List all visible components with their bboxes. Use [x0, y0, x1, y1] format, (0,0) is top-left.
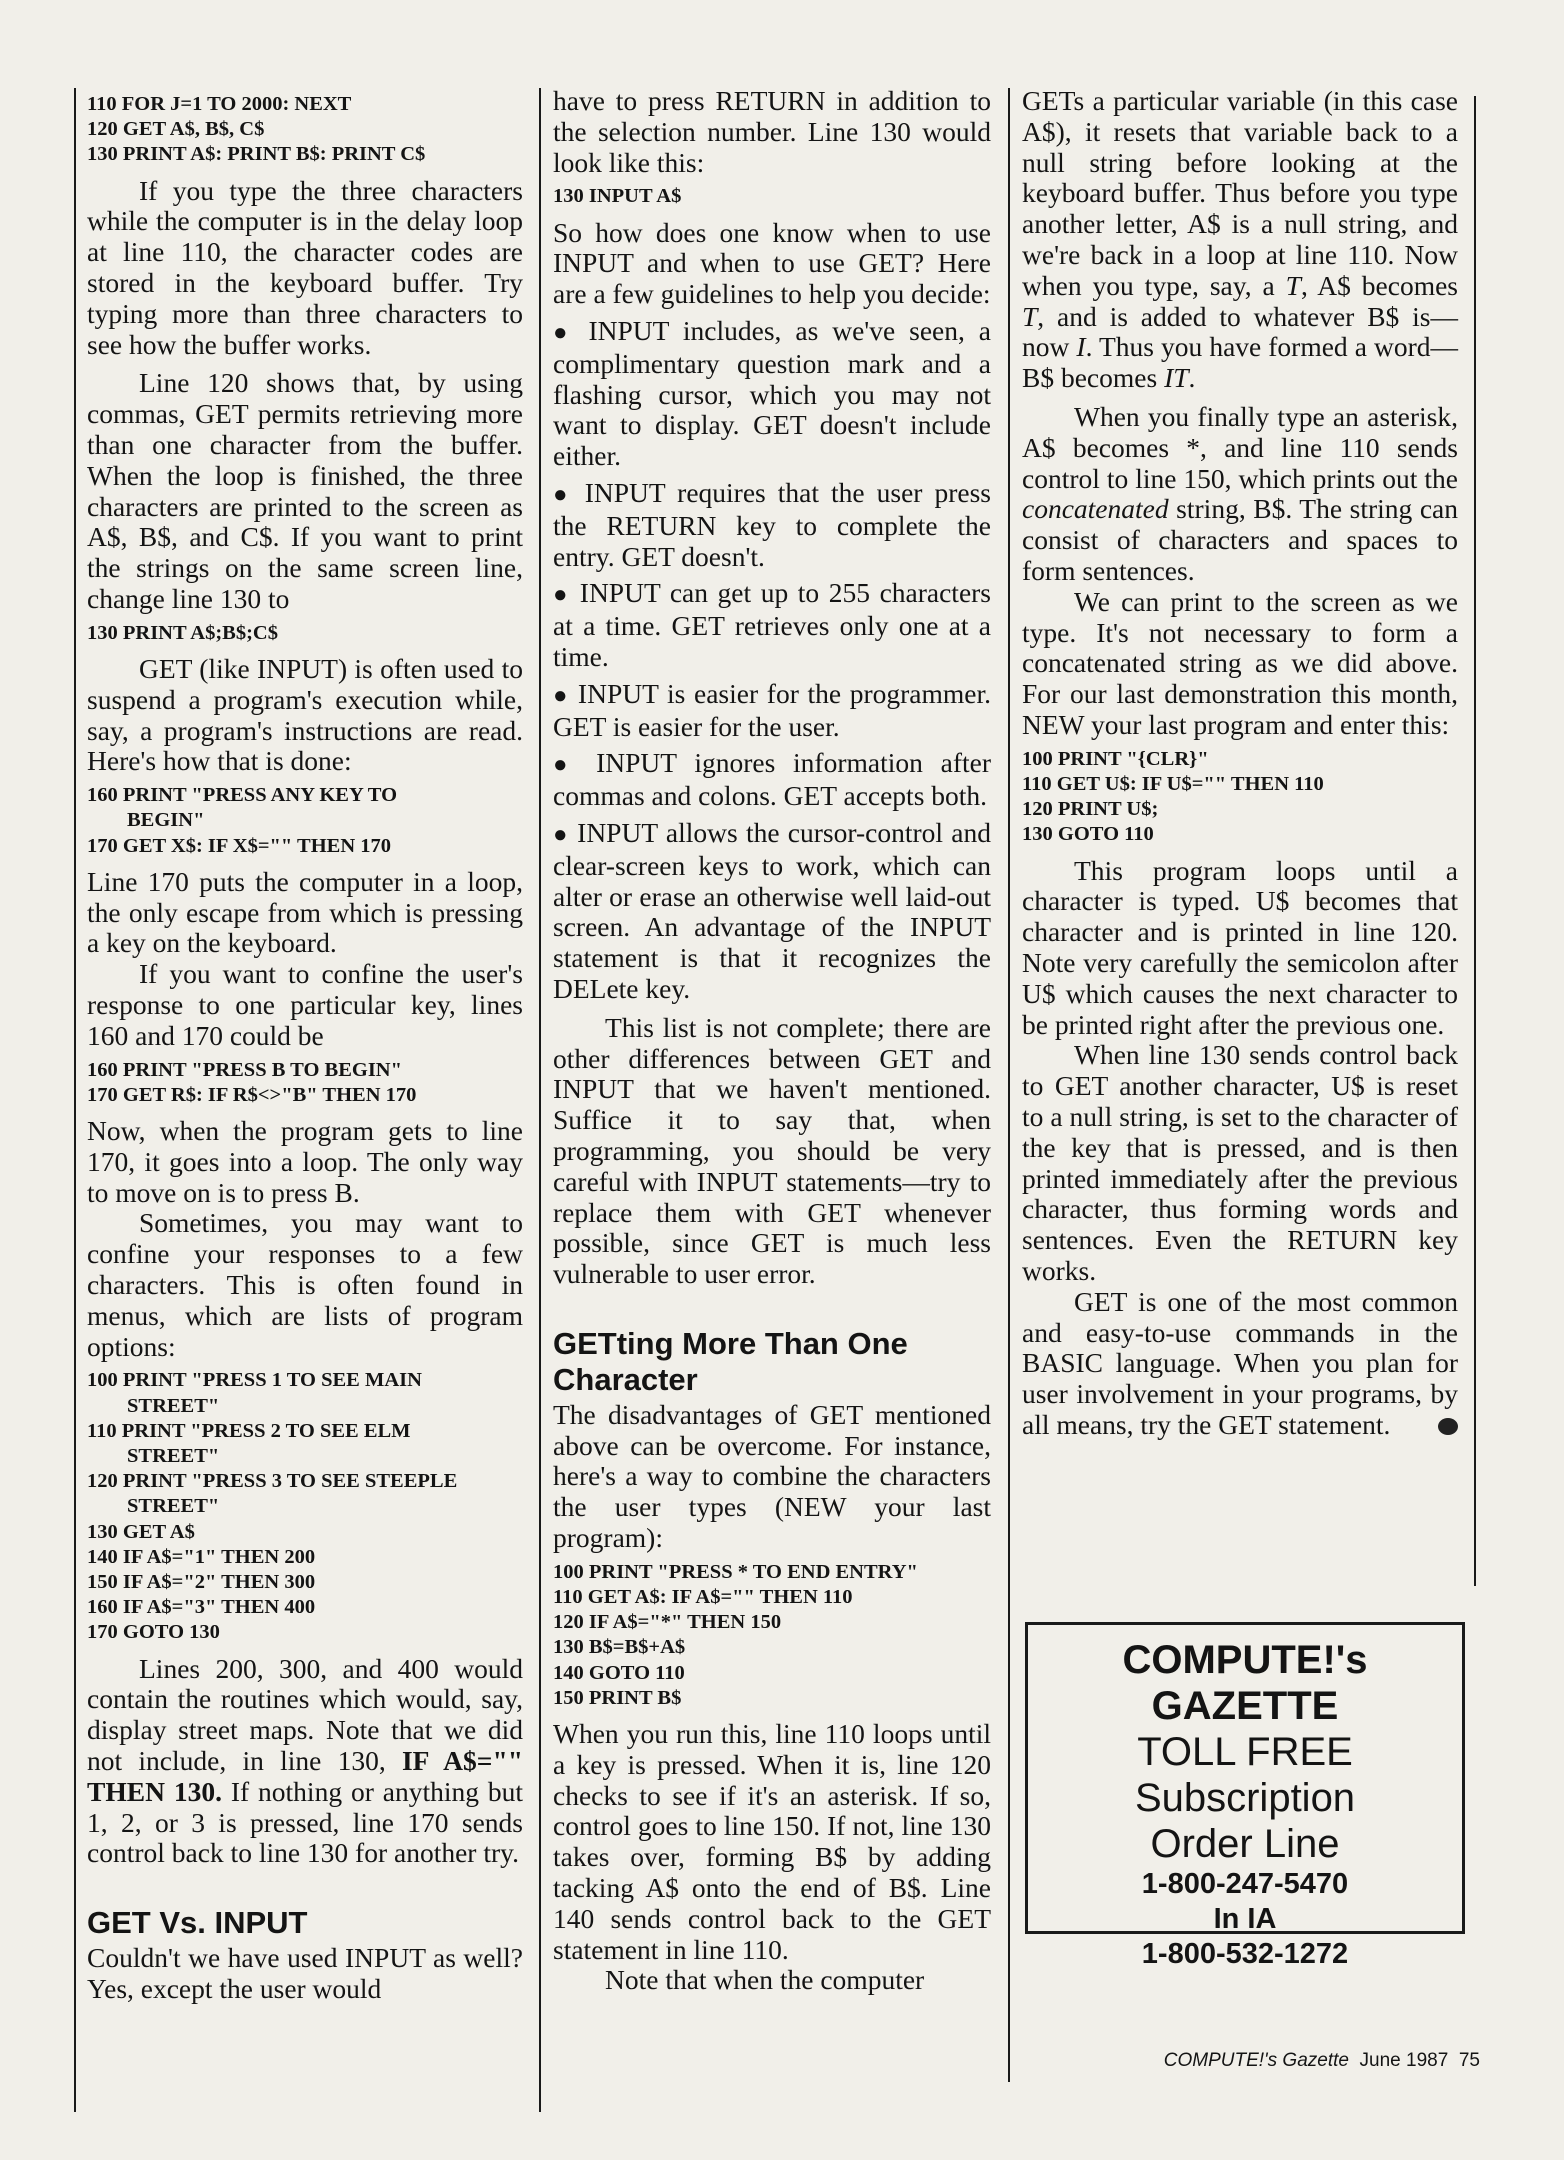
code-line: 110 GET U$: IF U$="" THEN 110	[1022, 772, 1324, 795]
code-line: 110 PRINT "PRESS 2 TO SEE ELM	[87, 1419, 411, 1442]
ad-tagline: Subscription	[1134, 1776, 1356, 1820]
bullet-text: INPUT requires that the user press the RETURN key to complete the entry. GET doesn't.	[553, 476, 992, 572]
bullet-text: INPUT allows the cursor-control and clear-screen keys to work, which can alter or erase an otherwise well laid-out screen. An advantage of the INPUT statement is that it recognizes the DELete key.	[553, 816, 991, 1004]
bullet-text: INPUT can get up to 255 characters at a time. GET retrieves only one at a time.	[553, 577, 992, 672]
text-run: string, B$. The string can consist of characters and spaces to form sentences.	[1022, 493, 1458, 586]
code-line: 130 B$=B$+A$	[553, 1636, 686, 1659]
code-line: 120 PRINT "PRESS 3 TO SEE STEEPLE	[87, 1470, 458, 1493]
paragraph: If you type the three characters while the computer is in the delay loop at line 110, the character codes are stored in the keyboard buffer. Try typing more than three characters to see how the buffer works.	[87, 174, 523, 360]
code-line: 110 FOR J=1 TO 2000: NEXT	[87, 93, 352, 115]
paragraph: This list is not complete; there are other differences between GET and INPUT that we haven't mentioned. Suffice it to say that, when programming, you should be very careful with INPUT statements—try to replace them with GET whenever possible, since GET is much less vulnerable to user error.	[553, 1011, 991, 1290]
paragraph	[1022, 86, 1458, 394]
code-line: 150 IF A$="2" THEN 300	[87, 1570, 316, 1593]
inline-code: IF A$="" THEN 130.	[87, 1744, 523, 1807]
paragraph: Sometimes, you may want to confine your responses to a few characters. This is often found in menus, which are lists of program options:	[87, 1207, 523, 1362]
text-run: , A$ becomes	[1300, 269, 1458, 301]
code-line: 150 PRINT B$	[553, 1686, 682, 1709]
column-rule-right	[1474, 96, 1476, 1586]
bullet-item	[553, 478, 991, 572]
page-footer	[1164, 2050, 1480, 2072]
ad-brand-line: GAZETTE	[1151, 1684, 1339, 1728]
bullet-icon: ●	[553, 319, 575, 346]
bullet-icon: ●	[553, 682, 570, 709]
paragraph: This program loops until a character is typed. U$ becomes that character and is printed in line 120. Note very carefully the semicolon after U$ which causes the next character to be printed right after the previous one.	[1022, 854, 1458, 1040]
paragraph: Note that when the computer	[605, 1964, 925, 1996]
code-listing-2	[87, 621, 523, 646]
code-line: 130 PRINT A$;B$;C$	[87, 621, 278, 644]
subscription-ad-box	[1025, 1622, 1465, 1970]
ad-phone-number: 1-800-247-5470	[1141, 1868, 1349, 1900]
bullet-item	[553, 679, 991, 743]
text-run: GETs a particular variable (in this case A$), it resets that variable back to a null string before looking at the keyboard buffer. Thus before you type another letter, A$ is a null string, and we're back in a loop at line 110. Now when you type, say, a	[1022, 85, 1458, 301]
code-listing-8	[1022, 747, 1458, 848]
paragraph: If you want to confine the user's response to one particular key, lines 160 and 170 could be	[87, 958, 523, 1051]
code-line: 130 PRINT A$: PRINT B$: PRINT C$	[87, 143, 426, 166]
code-listing-6	[553, 184, 991, 209]
footer-magazine: COMPUTE!'s Gazette	[1163, 2050, 1349, 2071]
ad-tagline: TOLL FREE	[1137, 1730, 1353, 1774]
code-listing-3	[87, 783, 523, 859]
text-run: When you finally type an asterisk, A$ becomes *, and line 110 sends control to line 150, which prints out the	[1022, 400, 1458, 494]
paragraph: Couldn't we have used INPUT as well? Yes, except the user would	[87, 1942, 523, 2004]
code-line: 140 GOTO 110	[553, 1661, 685, 1684]
column-rule-1	[539, 88, 541, 2112]
paragraph: So how does one know when to use INPUT and when to use GET? Here are a few guidelines to help you decide:	[553, 216, 991, 310]
code-line: 170 GOTO 130	[87, 1621, 220, 1644]
code-line: 120 GET A$, B$, C$	[87, 118, 265, 141]
bullet-text: INPUT is easier for the programmer. GET is easier for the user.	[553, 677, 992, 742]
code-line: 100 PRINT "PRESS * TO END ENTRY"	[553, 1560, 918, 1583]
code-line: 160 PRINT "PRESS ANY KEY TO	[87, 784, 398, 807]
text-run: If nothing or anything but 1, 2, or 3 is pressed, line 170 sends control back to line 130 for another try.	[87, 1775, 523, 1869]
code-line: 140 IF A$="1" THEN 200	[87, 1545, 316, 1568]
code-line: 130 INPUT A$	[553, 185, 682, 208]
italic-letter: T	[1022, 300, 1038, 332]
code-line: 160 IF A$="3" THEN 400	[87, 1596, 316, 1619]
code-line: 130 GOTO 110	[1022, 823, 1154, 846]
bullet-icon: ●	[553, 481, 573, 508]
code-line: 130 GET A$	[87, 1520, 195, 1543]
bullet-icon: ●	[553, 582, 571, 609]
paragraph: Line 120 shows that, by using commas, GET permits retrieving more than one character from the buffer. When the loop is finished, the three characters are printed to the screen as A$, B$, and C$. If you want to print the strings on the same screen line, change line 130 to	[87, 367, 523, 614]
ad-brand-line: COMPUTE!'s	[1122, 1638, 1368, 1682]
page-number: 75	[1458, 2050, 1480, 2071]
paragraph: GET (like INPUT) is often used to suspend a program's execution while, say, a program's instructions are read. Here's how that is done:	[87, 652, 523, 777]
code-listing-1	[87, 92, 523, 168]
column-rule-left	[74, 88, 76, 2112]
code-listing-4	[87, 1058, 523, 1108]
code-line-continuation: STREET"	[127, 1394, 220, 1417]
bullet-item	[553, 748, 991, 812]
code-line-continuation: STREET"	[127, 1495, 220, 1518]
text-run: Lines 200, 300, and 400 would contain the routines which would, say, display street maps. Note that we did not include, in line 130,	[87, 1652, 523, 1776]
paragraph	[1022, 402, 1458, 587]
text-run: .	[1188, 362, 1196, 394]
paragraph	[87, 1654, 523, 1870]
code-line: 160 PRINT "PRESS B TO BEGIN"	[87, 1058, 402, 1081]
paragraph: Line 170 puts the computer in a loop, the only escape from which is pressing a key on the keyboard.	[87, 865, 523, 959]
paragraph: The disadvantages of GET mentioned above can be overcome. For instance, here's a way to combine the characters the user types (NEW your last program):	[553, 1398, 991, 1554]
column-2	[553, 86, 991, 1996]
paragraph: have to press RETURN in addition to the selection number. Line 130 would look like this:	[553, 85, 991, 178]
code-line: 170 GET X$: IF X$="" THEN 170	[87, 834, 392, 857]
text-run: . Thus you have formed a word—B$ becomes	[1022, 331, 1458, 394]
code-line: 110 GET A$: IF A$="" THEN 110	[553, 1586, 853, 1609]
code-line: 120 PRINT U$;	[1022, 798, 1159, 821]
paragraph: When line 130 sends control back to GET another character, U$ is reset to a null string, is set to the character of the key that is pressed, and is then printed immediately after the previous character, thus forming words and sentences. Even the RETURN key works.	[1022, 1039, 1458, 1286]
column-3	[1022, 86, 1458, 1441]
text-run: , and is added to whatever B$ is—now	[1022, 300, 1458, 363]
italic-word: concatenated	[1022, 493, 1169, 525]
section-heading: GETting More Than One Character	[553, 1325, 908, 1397]
column-1	[87, 86, 523, 2005]
code-listing-5	[87, 1368, 523, 1645]
bullet-item	[553, 578, 991, 672]
paragraph	[1022, 1287, 1458, 1441]
code-line-continuation: STREET"	[127, 1444, 220, 1467]
code-line: 100 PRINT "PRESS 1 TO SEE MAIN	[87, 1369, 422, 1392]
bullet-icon: ●	[553, 752, 579, 779]
code-listing-7	[553, 1560, 991, 1711]
paragraph: Now, when the program gets to line 170, it goes into a loop. The only way to move on is to press B.	[87, 1114, 523, 1208]
footer-date: June 1987	[1359, 2050, 1449, 2071]
column-rule-2	[1008, 88, 1010, 2082]
code-line-continuation: BEGIN"	[127, 809, 205, 832]
paragraph: We can print to the screen as we type. It's not necessary to form a concatenated string as we did above. For our last demonstration this month, NEW your last program and enter this:	[1022, 585, 1458, 740]
text-run: GET is one of the most common and easy-to-use commands in the BASIC language. When you plan for user involvement in your programs, by all means, try the GET statement.	[1022, 1285, 1458, 1440]
code-line: 170 GET R$: IF R$<>"B" THEN 170	[87, 1083, 417, 1106]
code-line: 100 PRINT "{CLR}"	[1022, 747, 1209, 770]
bullet-item	[553, 818, 991, 1005]
bullet-icon: ●	[553, 821, 569, 848]
italic-word: IT	[1164, 362, 1189, 394]
paragraph: When you run this, line 110 loops until a key is pressed. When it is, line 120 checks to see if it's an asterisk. If so, control goes to line 150. If not, line 130 takes over, forming B$ by adding tacking A$ onto the end of B$. Line 140 sends control back to the GET statement in line 110.	[553, 1718, 991, 1965]
bullet-item	[553, 316, 991, 472]
section-heading: GET Vs. INPUT	[87, 1905, 308, 1941]
ad-tagline: Order Line	[1150, 1822, 1340, 1866]
ad-region-label: In IA	[1213, 1903, 1277, 1935]
end-of-article-icon	[1438, 1418, 1458, 1435]
code-line: 120 IF A$="*" THEN 150	[553, 1611, 782, 1634]
italic-letter: T	[1285, 269, 1301, 301]
italic-letter: I	[1076, 331, 1086, 363]
bullet-text: INPUT includes, as we've seen, a complimentary question mark and a flashing cursor, which you may not want to display. GET doesn't include either.	[553, 314, 991, 472]
bullet-text: INPUT ignores information after commas and colons. GET accepts both.	[553, 747, 991, 812]
ad-phone-number: 1-800-532-1272	[1141, 1938, 1349, 1970]
